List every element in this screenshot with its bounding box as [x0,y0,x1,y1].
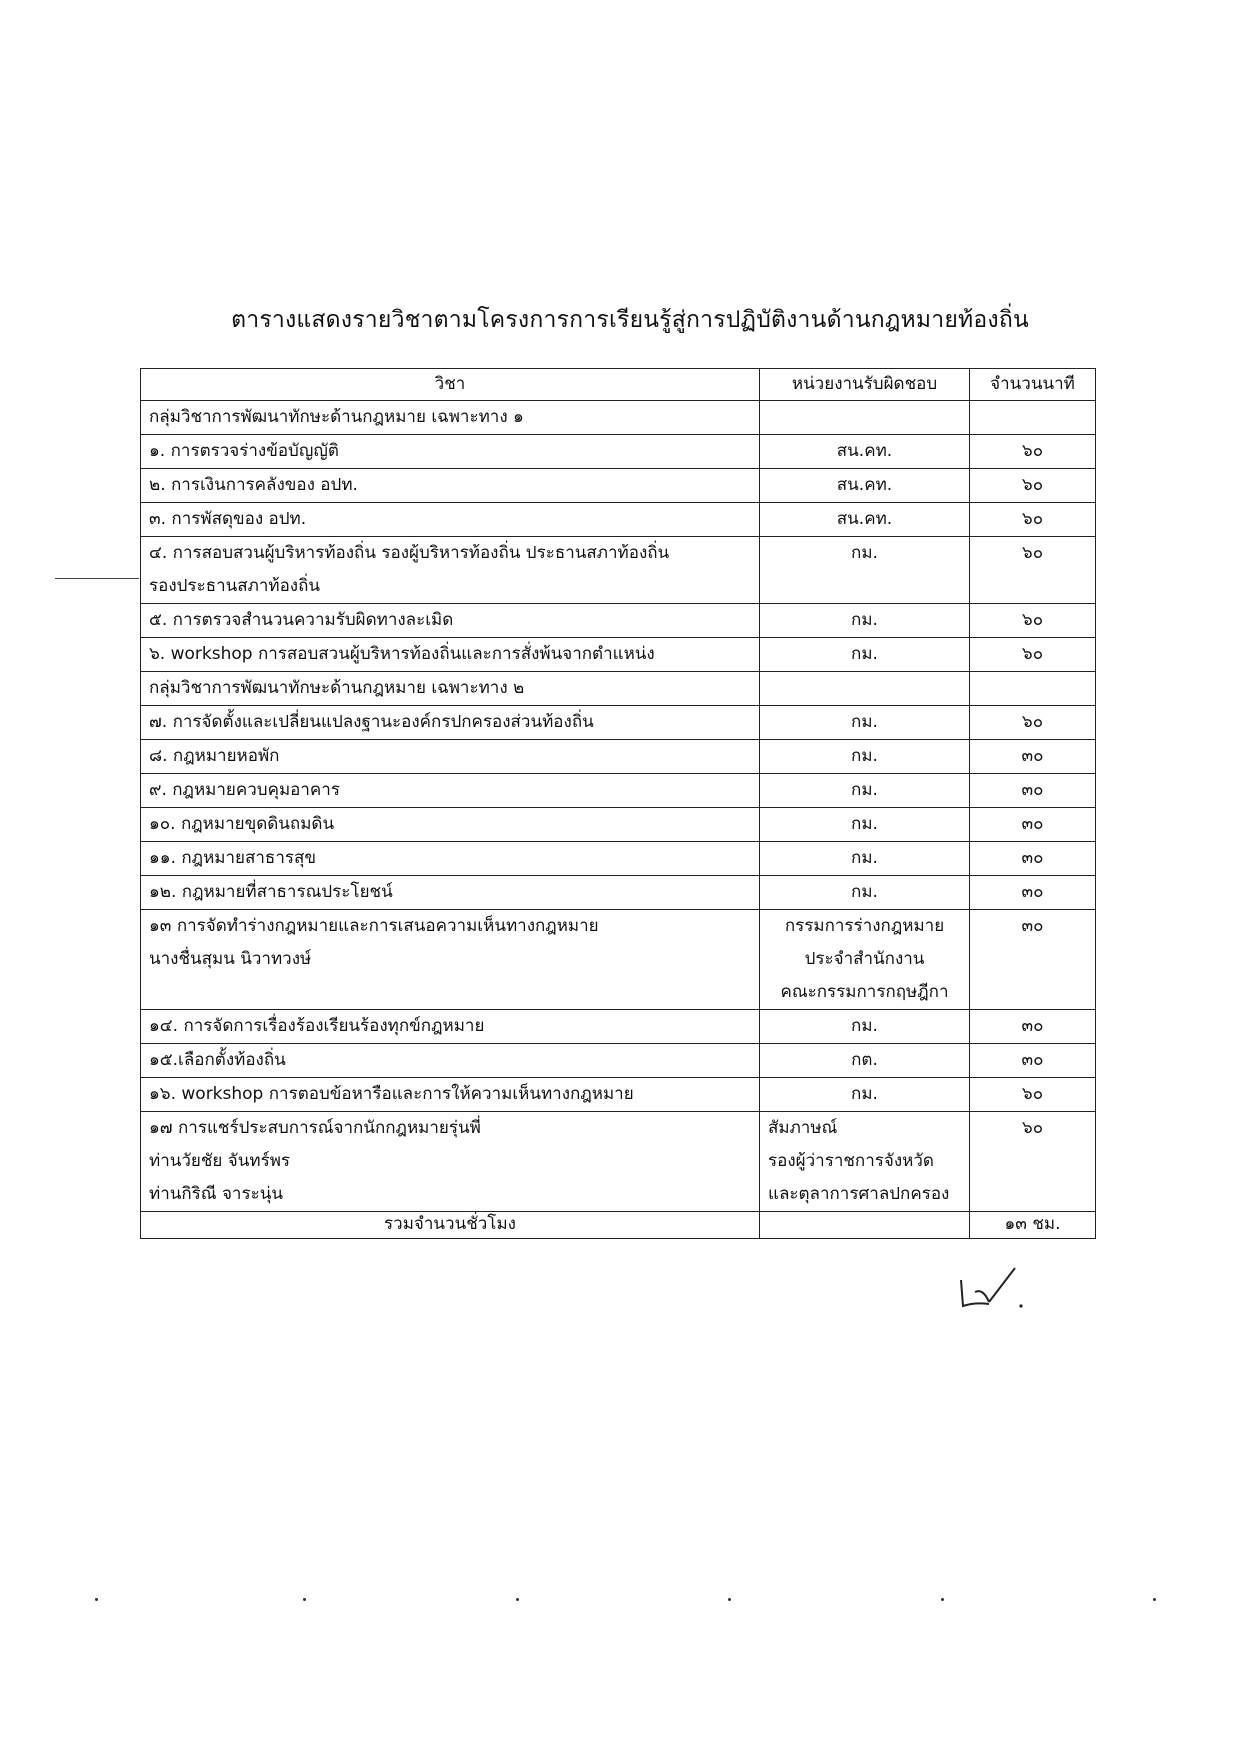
table-row [141,910,1096,1010]
table-row [141,706,1096,740]
minutes-value: ๓๐ [1021,780,1044,800]
subject-cell-line: กลุ่มวิชาการพัฒนาทักษะด้านกฎหมาย เฉพาะทาง ๒ [149,678,525,698]
signature-mark [955,1262,1025,1312]
subject-cell-line: ท่านกิริณี จาระนุ่น [149,1184,283,1204]
table-body [141,401,1096,1212]
unit-cell [760,1044,970,1078]
subject-cell [141,1044,760,1078]
subject-cell-line: ๑๖. workshop การตอบข้อหารือและการให้ความเห็นทางกฎหมาย [149,1084,634,1104]
minutes-cell [970,435,1096,469]
table-row [141,1112,1096,1212]
minutes-cell [970,808,1096,842]
unit-cell-line: สน.คท. [836,441,893,461]
table-row [141,876,1096,910]
unit-cell [760,808,970,842]
unit-cell [760,910,970,1010]
table-row [141,537,1096,604]
minutes-cell [970,706,1096,740]
subject-cell-line: ๑๗ การแชร์ประสบการณ์จากนักกฎหมายรุ่นพี่ [149,1118,481,1138]
subject-cell [141,808,760,842]
minutes-cell [970,503,1096,537]
minutes-value [978,401,1087,434]
unit-cell-line: สน.คท. [836,509,893,529]
unit-cell-line: กม. [851,1084,878,1104]
minutes-cell [970,401,1096,435]
subject-cell-line: ๑. การตรวจร่างข้อบัญญัติ [149,441,339,461]
unit-cell-line: คณะกรรมการกฤษฎีกา [780,982,949,1002]
scan-speck [941,1598,944,1601]
subject-cell [141,876,760,910]
table-row [141,1010,1096,1044]
unit-cell [760,435,970,469]
minutes-value: ๓๐ [1021,1016,1044,1036]
scan-speck [516,1598,519,1601]
subject-cell-line: ๒. การเงินการคลังของ อปท. [149,475,358,495]
unit-cell [760,1112,970,1212]
group-row [141,672,1096,706]
minutes-cell [970,537,1096,604]
scan-speck [95,1598,98,1601]
table-row [141,469,1096,503]
unit-cell-line: กม. [851,746,878,766]
unit-cell [760,469,970,503]
course-table [140,368,1096,1239]
unit-cell [760,1078,970,1112]
subject-cell-line: ๖. workshop การสอบสวนผู้บริหารท้องถิ่นและการสั่งพ้นจากตำแหน่ง [149,644,655,664]
subject-cell-line: นางชื่นสุมน นิวาทวงษ์ [149,949,312,969]
total-label: รวมจำนวนชั่วโมง [141,1212,760,1239]
subject-cell-line: ๑๕.เลือกตั้งท้องถิ่น [149,1050,286,1070]
table-row [141,842,1096,876]
minutes-cell [970,672,1096,706]
minutes-value: ๓๐ [1021,814,1044,834]
subject-cell [141,401,760,435]
minutes-value: ๖๐ [1021,509,1044,529]
document-title: ตารางแสดงรายวิชาตามโครงการการเรียนรู้สู่การปฏิบัติงานด้านกฎหมายท้องถิ่น [231,307,1029,333]
unit-cell-line: กม. [851,780,878,800]
subject-cell [141,638,760,672]
subject-cell [141,1078,760,1112]
unit-cell-line: รองผู้ว่าราชการจังหวัด [768,1151,934,1171]
table-row [141,638,1096,672]
minutes-value: ๖๐ [1021,1084,1044,1104]
table-row [141,774,1096,808]
subject-cell-line: กลุ่มวิชาการพัฒนาทักษะด้านกฎหมาย เฉพาะทาง ๑ [149,407,524,427]
minutes-cell [970,876,1096,910]
unit-cell-line: ประจำสำนักงาน [804,949,925,969]
unit-cell [760,876,970,910]
header-subject: วิชา [141,369,760,401]
scan-speck [728,1598,731,1601]
unit-cell [760,740,970,774]
margin-line [55,578,139,579]
minutes-cell [970,1010,1096,1044]
unit-cell-line: และตุลาการศาลปกครอง [768,1184,950,1204]
minutes-cell [970,469,1096,503]
unit-cell [760,537,970,604]
subject-cell [141,672,760,706]
unit-cell [760,503,970,537]
minutes-value: ๖๐ [1021,644,1044,664]
unit-cell-line: กม. [851,644,878,664]
minutes-cell [970,774,1096,808]
unit-cell-line: สัมภาษณ์ [768,1118,838,1138]
unit-cell [760,1010,970,1044]
subject-cell-line: ๑๐. กฎหมายขุดดินถมดิน [149,814,335,834]
minutes-value: ๖๐ [1021,1118,1044,1138]
minutes-cell [970,604,1096,638]
unit-cell [760,774,970,808]
minutes-value: ๖๐ [1021,610,1044,630]
minutes-cell [970,842,1096,876]
subject-cell-line: ๙. กฎหมายควบคุมอาคาร [149,780,340,800]
subject-cell [141,1112,760,1212]
unit-cell [760,604,970,638]
unit-cell-line: กม. [851,712,878,732]
subject-cell [141,537,760,604]
unit-cell [760,401,970,435]
subject-cell [141,706,760,740]
unit-cell [760,672,970,706]
subject-cell [141,469,760,503]
subject-cell [141,1010,760,1044]
minutes-value: ๖๐ [1021,543,1044,563]
minutes-value: ๖๐ [1021,475,1044,495]
subject-cell-line: ๑๓ การจัดทำร่างกฎหมายและการเสนอความเห็นทางกฎหมาย [149,916,599,936]
table-row [141,435,1096,469]
header-unit: หน่วยงานรับผิดชอบ [760,369,970,401]
minutes-value: ๖๐ [1021,441,1044,461]
scan-speck [1153,1598,1156,1601]
unit-cell [760,638,970,672]
table-row [141,1044,1096,1078]
table-row [141,503,1096,537]
table-row [141,740,1096,774]
minutes-cell [970,1112,1096,1212]
minutes-value: ๓๐ [1021,746,1044,766]
subject-cell-line: ๑๑. กฎหมายสาธารสุข [149,848,316,868]
subject-cell [141,910,760,1010]
scan-speck [303,1598,306,1601]
table-header-row [141,369,1096,401]
unit-cell-line: กม. [851,610,878,630]
subject-cell [141,842,760,876]
minutes-value [978,672,1087,705]
minutes-cell [970,1078,1096,1112]
minutes-cell [970,910,1096,1010]
group-row [141,401,1096,435]
subject-cell-line: ๑๒. กฎหมายที่สาธารณประโยชน์ [149,882,393,902]
unit-cell-line: กต. [851,1050,878,1070]
unit-cell-line: สน.คท. [836,475,893,495]
header-minutes: จำนวนนาที [970,369,1096,401]
subject-cell-line: ๗. การจัดตั้งและเปลี่ยนแปลงฐานะองค์กรปกครองส่วนท้องถิ่น [149,712,594,732]
total-value: ๑๓ ชม. [970,1212,1096,1239]
unit-cell-line: กม. [851,848,878,868]
total-row [141,1212,1096,1239]
table-row [141,808,1096,842]
table-row [141,1078,1096,1112]
total-unit [760,1212,970,1239]
unit-cell-line: กม. [851,543,878,563]
minutes-cell [970,740,1096,774]
subject-cell [141,774,760,808]
subject-cell-line: ท่านวัยชัย จันทร์พร [149,1151,291,1171]
minutes-cell [970,638,1096,672]
subject-cell [141,503,760,537]
unit-cell-line: กม. [851,882,878,902]
unit-cell-line: กม. [851,814,878,834]
subject-cell-line: ๓. การพัสดุของ อปท. [149,509,307,529]
minutes-cell [970,1044,1096,1078]
subject-cell-line: รองประธานสภาท้องถิ่น [149,576,320,596]
unit-cell [760,842,970,876]
subject-cell-line: ๕. การตรวจสำนวนความรับผิดทางละเมิด [149,610,454,630]
subject-cell [141,435,760,469]
minutes-value: ๓๐ [1021,882,1044,902]
subject-cell-line: ๘. กฎหมายหอพัก [149,746,280,766]
minutes-value: ๓๐ [1021,1050,1044,1070]
unit-cell-line: กรรมการร่างกฎหมาย [784,916,945,936]
unit-cell [760,706,970,740]
subject-cell-line: ๑๔. การจัดการเรื่องร้องเรียนร้องทุกข์กฎหมาย [149,1016,485,1036]
table-row [141,604,1096,638]
minutes-value: ๓๐ [1021,848,1044,868]
subject-cell-line: ๔. การสอบสวนผู้บริหารท้องถิ่น รองผู้บริหารท้องถิ่น ประธานสภาท้องถิ่น [149,543,670,563]
subject-cell [141,740,760,774]
unit-cell-line: กม. [851,1016,878,1036]
minutes-value: ๓๐ [1021,916,1044,936]
minutes-value: ๖๐ [1021,712,1044,732]
subject-cell [141,604,760,638]
